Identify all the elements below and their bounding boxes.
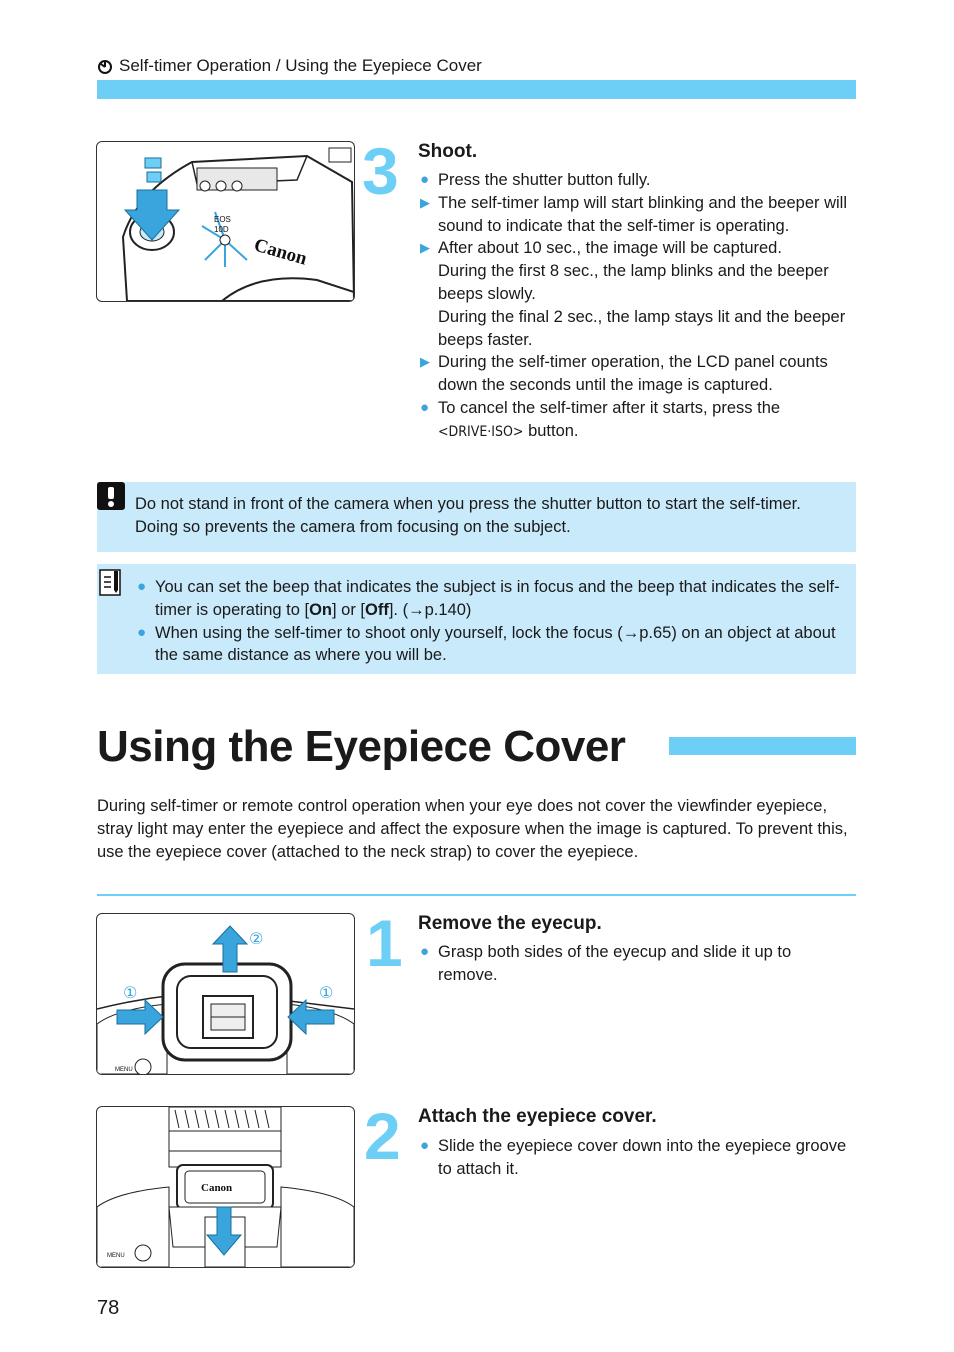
list-item: ● When using the self-timer to shoot only yourself, lock the focus (→p.65) on an object at about the same distance as where you will be. [137,623,836,665]
illus-circ1-right: ① [319,983,334,1002]
bullet-dot-icon: ● [420,943,430,960]
illus-brand-cover: Canon [201,1182,233,1194]
illus-brand: Canon [251,234,310,270]
illus-eos: EOS [214,215,231,224]
illus-circ2: ② [249,929,264,948]
step-number-2: 2 [364,1099,401,1173]
caution-text: Do not stand in front of the camera when you press the shutter button to start the self-timer. Doing so prevents the camera from focusing on the subject. [135,495,801,536]
list-item: ● To cancel the self-timer after it starts, press the <DRIVE·ISO> button. [420,398,781,440]
illus-menu: MENU [115,1067,133,1073]
illus-model: 10D [214,225,229,234]
note-list [135,576,850,667]
step-number-3: 3 [362,134,399,208]
eyepiece-cover-illustration [96,1106,355,1268]
section-title-bar [669,737,856,755]
illus-circ1-left: ① [123,983,138,1002]
shutter-illustration [96,141,355,302]
list-item: ▶ During the self-timer operation, the LCD panel counts down the seconds until the image is captured. [420,353,828,395]
step-title-attach-cover: Attach the eyepiece cover. [418,1106,657,1127]
list-item: ● Press the shutter button fully. [418,169,863,192]
step-title-remove-eyecup: Remove the eyecup. [418,913,602,934]
memo-icon [99,568,121,596]
eyecup-illustration [96,913,355,1075]
list-item: ● You can set the beep that indicates the subject is in focus and the beep that indicates the self-timer is operating to [On] or [Off]. (→p.140) [137,578,840,619]
step2-list [418,1135,848,1181]
list-item: ▶ The self-timer lamp will start blinking and the beeper will sound to indicate that the self-timer is operating. [420,193,848,235]
arrow-bullet-icon: ▶ [420,194,430,210]
step3-list [418,169,863,444]
section-divider [97,894,856,896]
caution-icon [97,482,125,510]
note-box [97,564,856,674]
self-timer-icon [97,58,113,74]
bullet-dot-icon: ● [137,578,147,595]
arrow-bullet-icon: ▶ [420,354,430,370]
bullet-dot-icon: ● [420,171,430,188]
section-intro: During self-timer or remote control operation when your eye does not cover the viewfinder eyepiece, stray light may enter the eyepiece and affect the exposure when the image is captured. To prevent this, use the eyepiece cover (attached to the neck strap) to cover the eyepiece. [97,797,848,861]
caution-box [97,482,856,552]
running-header [97,56,482,76]
step-number-1: 1 [366,906,403,980]
list-item: ▶ After about 10 sec., the image will be captured. During the first 8 sec., the lamp blinks and the beeper beeps slowly. During the final 2 sec., the lamp stays lit and the beeper beeps faster. [420,239,846,349]
step1-list [418,941,848,987]
header-title: Self-timer Operation / Using the Eyepiece Cover [119,56,482,75]
section-title: Using the Eyepiece Cover [97,722,626,771]
list-item: ● Slide the eyepiece cover down into the eyepiece groove to attach it. [420,1137,847,1178]
list-item: ● Grasp both sides of the eyecup and slide it up to remove. [420,943,792,984]
page-number: 78 [97,1297,120,1319]
bullet-dot-icon: ● [420,1137,430,1154]
bullet-dot-icon: ● [420,398,430,416]
arrow-bullet-icon: ▶ [420,240,430,256]
bullet-dot-icon: ● [137,623,147,641]
header-bar [97,80,856,99]
step-title-shoot: Shoot. [418,141,478,162]
illus-menu-2: MENU [107,1253,125,1259]
drive-iso-button-label: <DRIVE·ISO> [438,423,524,440]
